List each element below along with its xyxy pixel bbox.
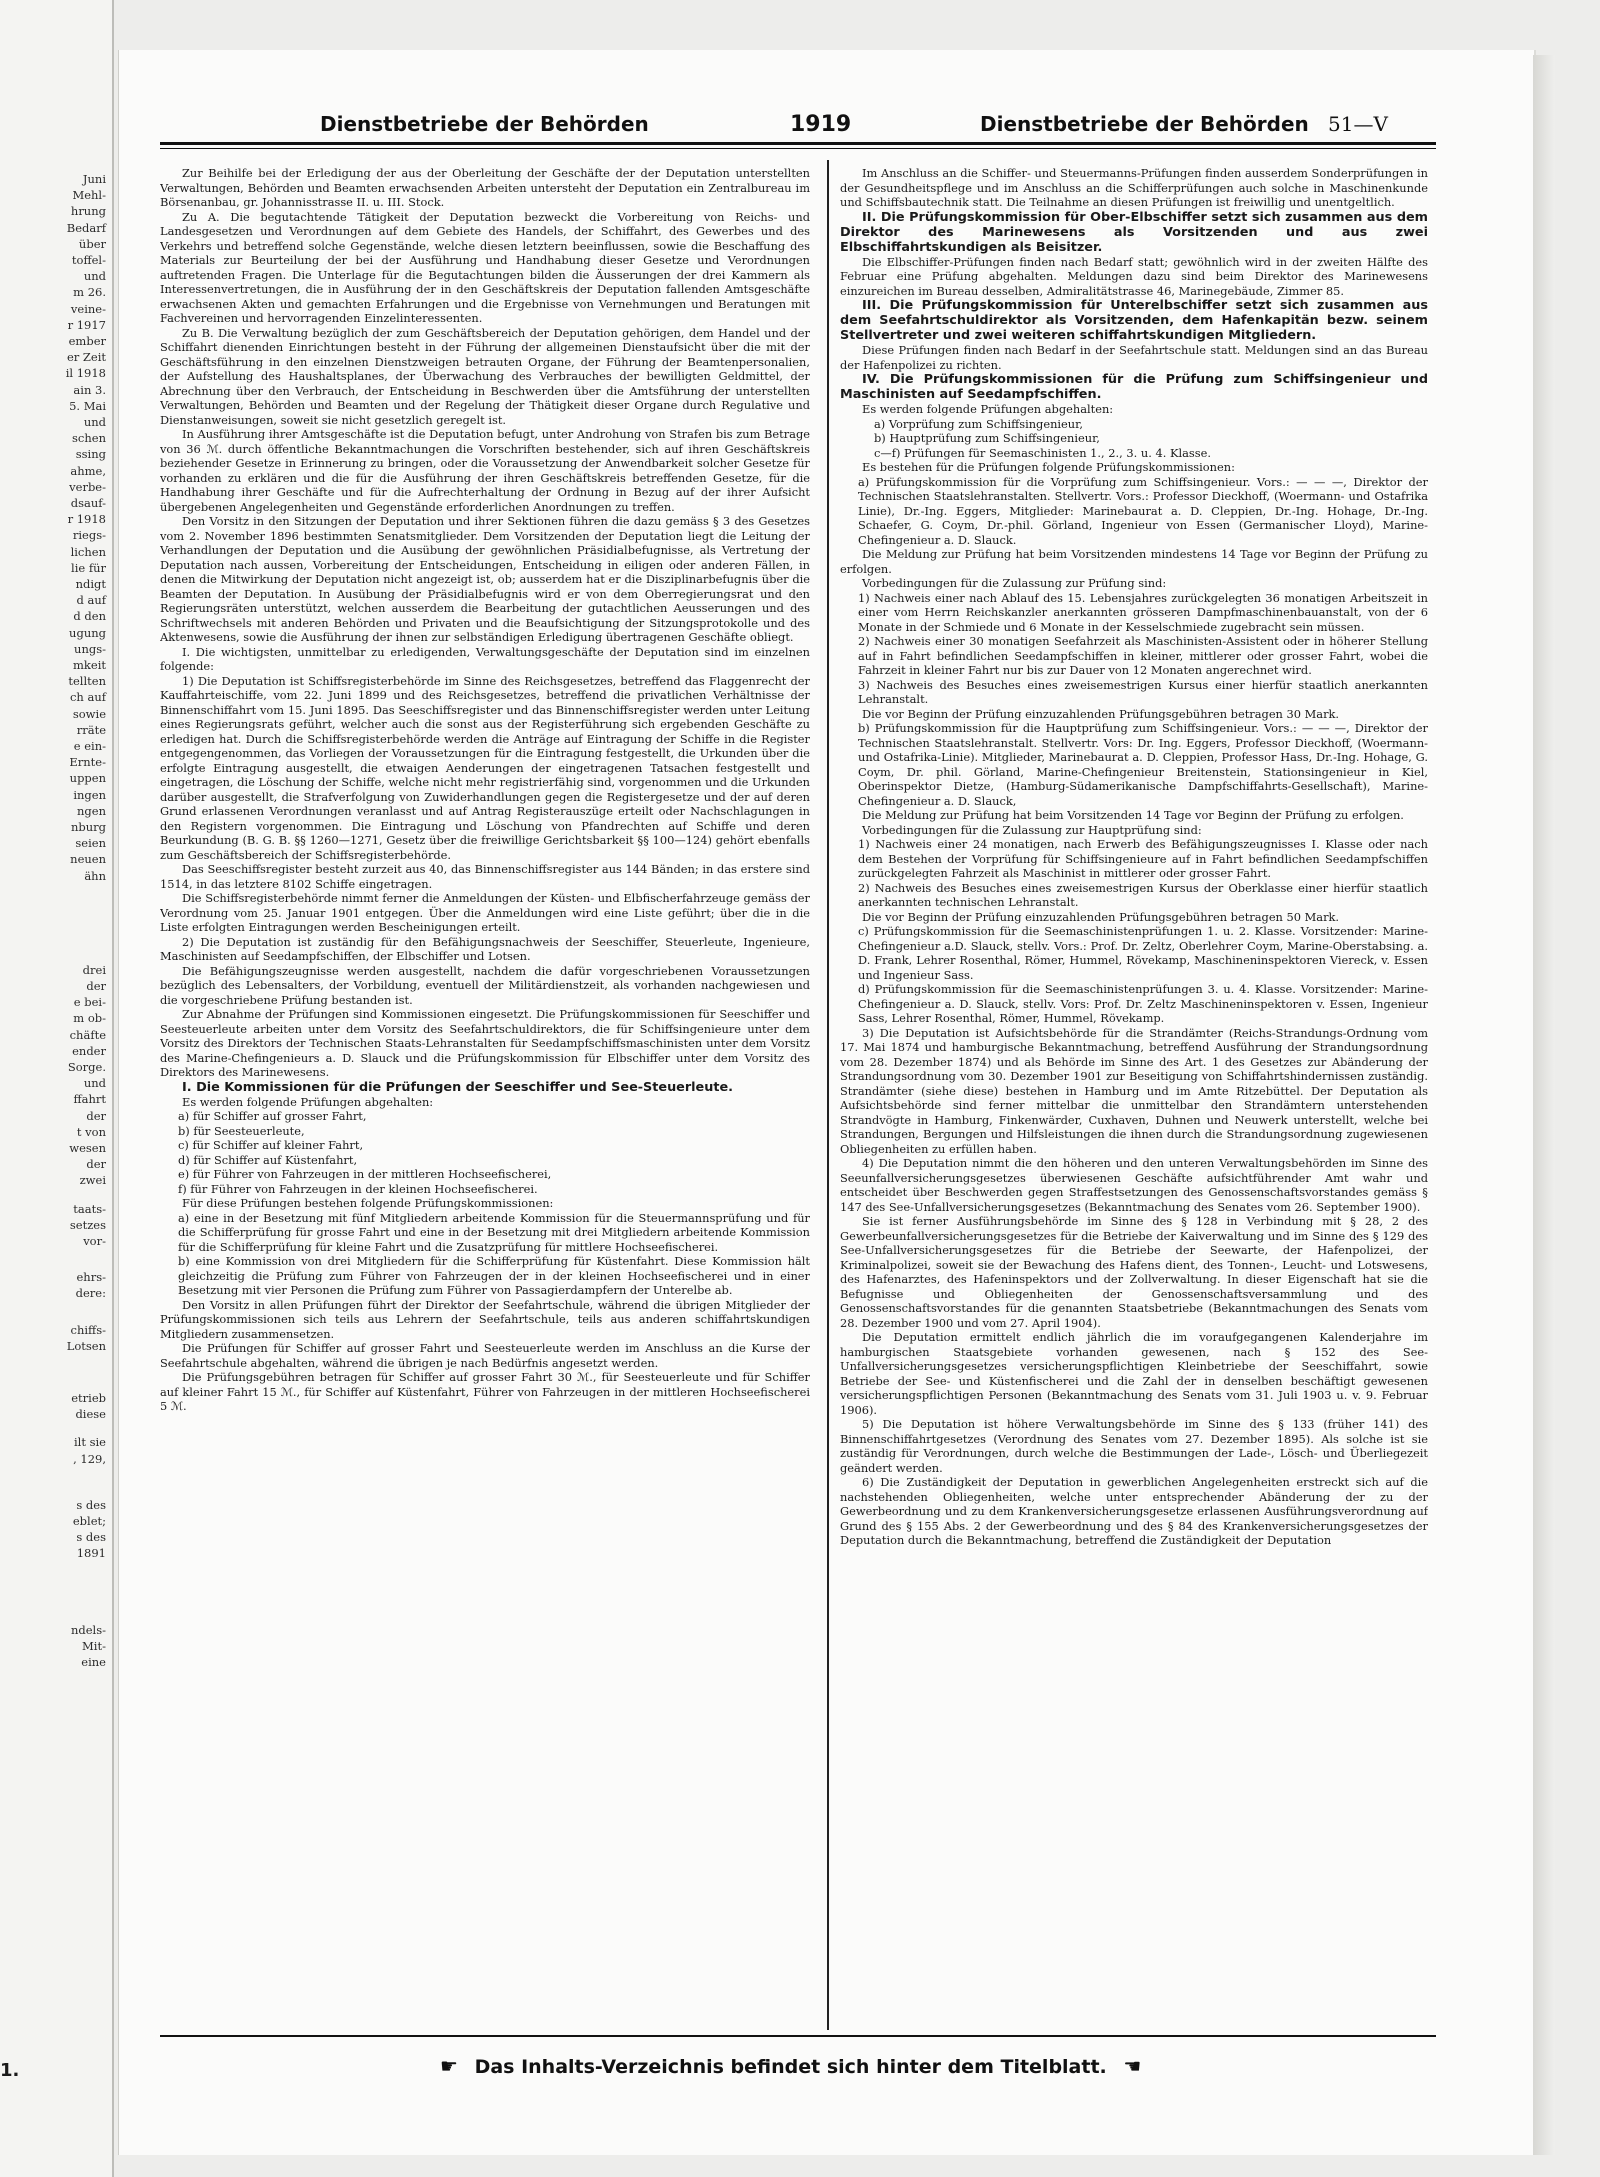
prev-page-line: rräte bbox=[76, 722, 106, 737]
prev-page-line: toffel- bbox=[71, 253, 106, 267]
paragraph: b) Prüfungskommission für die Hauptprüfung zum Schiffsingenieur. Vors.: — — —, Direktor der Technischen Staatslehranstalt. Stellvertr. Vors: Dr. Ing. Eggers, Professor Dieckhoff, (Woermann- und Ostafrika-Linie). Mitglieder, Marinebaurat a. D. Cleppien, Professor Hass, Dr.-Ing. Hohage, G. Coym, Dr. phil. Görland, Marine-Chefingenieur Breitenstein, Stationsingenieur in Kiel, Oberinspektor Dietze, (Hamburg-Südamerikanische Dampfschiffahrts-Gesellschaft), Marine-Chefingenieur a. D. Slauck, bbox=[858, 721, 1428, 808]
paragraph: Die Prüfungsgebühren betragen für Schiffer auf grosser Fahrt 30 ℳ., für Seesteuerleute und für Schiffer auf kleiner Fahrt 15 ℳ., für Schiffer auf Küstenfahrt, Führer von Fahrzeugen in der mittleren Hochseefischerei 5 ℳ. bbox=[160, 1370, 810, 1413]
prev-page-line: über bbox=[78, 236, 106, 251]
paragraph: 2) Nachweis des Besuches eines zweisemestrigen Kursus der Oberklasse einer hierfür staatlich anerkannten technischen Lehranstalt. bbox=[858, 880, 1428, 909]
paragraph: c) für Schiffer auf kleiner Fahrt, bbox=[178, 1138, 364, 1152]
prev-page-line: ingen bbox=[73, 787, 106, 802]
prev-page-line: ender bbox=[72, 1043, 106, 1058]
section-heading: II. Die Prüfungskommission für Ober-Elbschiffer setzt sich zusammen aus dem Direktor des Marinewesens als Vorsitzenden und aus zwei Elbschiffahrtskundigen als Beisitzer. bbox=[840, 209, 1428, 255]
previous-page-fragment bbox=[0, 0, 114, 2177]
prev-page-line: seien bbox=[75, 836, 106, 851]
paragraph: Die Schiffsregisterbehörde nimmt ferner die Anmeldungen der Küsten- und Elbfischerfahrzeuge gemäss der Verordnung vom 25. Januar 1901 entgegen. Über die Anmeldungen wird eine Liste geführt; über die in die Liste erfolgten Eintragungen werden Bescheinigungen erteilt. bbox=[160, 891, 810, 934]
header-year: 1919 bbox=[790, 112, 852, 137]
prev-page-line: Sorge. bbox=[67, 1060, 106, 1074]
page-edge bbox=[1533, 55, 1555, 2155]
paragraph: Vorbedingungen für die Zulassung zur Prüfung sind: bbox=[862, 576, 1167, 590]
prev-page-line: der bbox=[86, 979, 106, 993]
prev-page-line: e ein- bbox=[73, 739, 106, 753]
prev-page-line: d den bbox=[73, 609, 106, 624]
paragraph: 1) Die Deputation ist Schiffsregisterbehörde im Sinne des Reichsgesetzes, betreffend das Flaggenrecht der Kauffahrteischiffe, vom 22. Juni 1899 und des Reichsgesetzes, betreffend die privatlichen Verhältnisse der Binnenschiffahrt vom 15. Juni 1895. Das Seeschiffsregister und das Binnenschiffsregister werden unter Leitung eines Regierungsrats geführt, welcher auch die sonst aus der Registerführung sich ergebenden Geschäfte zu erledigen hat. Durch die Schiffsregisterbehörde werden die Anträge auf Eintragung der Schiffe in die Register entgegengenommen, das Vorliegen der Voraussetzungen für die Eintragung festgestellt, die Urkunden über die erfolgte Eintragung ausgestellt, die etwaigen Aenderungen der eingetragenen Tatsachen festgestellt und eingetragen, die Löschung der Schiffe, welche nicht mehr registrierfähig sind, vorgenommen und die Urkunden darüber ausgestellt, die Strafverfolgung von Zuwiderhandlungen gegen die Registergesetze und der auf deren Grund erlassenen Verordnungen veranlasst und auf Antrag Registerauszüge erteilt oder Nachschlagungen in den Registern vorgenommen. Die Eintragung und Löschung von Pfandrechten auf Schiffe und deren Beurkundung (B. G. B. §§ 1260—1271, Gesetz über die freiwillige Gerichtsbarkeit §§ 100—124) gehört ebenfalls zum Geschäftsbereich der Schiffsregisterbehörde. bbox=[160, 673, 810, 862]
paragraph: 4) Die Deputation nimmt die den höheren und den unteren Verwaltungsbehörden im Sinne des Seeunfallversicherungsgesetzes überwiesenen Geschäfte aufsichtführender Amt wahr und entscheidet über Beschwerden gegen Straffestsetzungen des Genossenschaftsvorstandes gemäss § 147 des See-Unfallversicherungsgesetzes (Bekanntmachung des Senates vom 26. September 1900). bbox=[840, 1156, 1428, 1214]
prev-page-line: e bei- bbox=[73, 995, 106, 1010]
paragraph: 5) Die Deputation ist höhere Verwaltungsbehörde im Sinne des § 133 (früher 141) des Binnenschiffahrtgesetzes (Verordnung des Senates vom 27. Dezember 1895). Als solche ist sie zuständig für Verordnungen, durch welche die Bestimmungen der Lade-, Lösch- und Überliegezeit geändert werden. bbox=[840, 1417, 1428, 1475]
prev-page-line: hrung bbox=[70, 204, 106, 219]
prev-page-line: verbe- bbox=[69, 479, 106, 494]
prev-page-line: il 1918 bbox=[65, 366, 106, 381]
pointing-hand-right-icon: ☛ bbox=[440, 2054, 458, 2078]
paragraph: Den Vorsitz in allen Prüfungen führt der Direktor der Seefahrtschule, während die übrigen Mitglieder der Prüfungskommissionen sich teils aus Lehrern der Seefahrtschule, teils aus anderen schiffahrtskundigen Mitgliedern zusammensetzen. bbox=[160, 1297, 810, 1341]
prev-page-line: Mit- bbox=[82, 1638, 106, 1653]
prev-page-line: uppen bbox=[69, 771, 106, 786]
prev-page-line: ain 3. bbox=[73, 382, 106, 397]
prev-page-line: sowie bbox=[72, 706, 106, 721]
paragraph: b) eine Kommission von drei Mitgliedern für die Schifferprüfung für Küstenfahrt. Diese Kommission hält gleichzeitig die Prüfung zum Führer von Fahrzeugen der in der kleinen Hochseefischerei und in einer Besetzung mit vier Personen die Prüfung zum Führer von Passagierdampfern der Unterelbe ab. bbox=[178, 1254, 810, 1297]
section-heading: IV. Die Prüfungskommissionen für die Prüfung zum Schiffsingenieur und Maschinisten auf Seedampfschiffen. bbox=[840, 372, 1428, 402]
paragraph: Es werden folgende Prüfungen abgehalten: bbox=[182, 1094, 434, 1109]
pointing-hand-left-icon: ☚ bbox=[1123, 2054, 1142, 2078]
prev-page-line: und bbox=[83, 1076, 106, 1091]
prev-page-line: mkeit bbox=[73, 658, 106, 672]
paragraph: Die Deputation ermittelt endlich jährlich die im voraufgegangenen Kalenderjahre im hamburgischen Staatsgebiete vorhanden gewesenen, nach § 152 des See-Unfallversicherungsgesetzes versicherungspflichtigen Kleinbetriebe der Seeschiffahrt, sowie Betriebe der See- und Küstenfischerei und die Zahl der in denselben beschäftigt gewesenen versicherungspflichtigen Personen (Bekanntmachung des Senats vom 31. Juli 1903 u. v. 9. Februar 1906). bbox=[840, 1330, 1428, 1417]
section-heading: I. Die Kommissionen für die Prüfungen der Seeschiffer und See-Steuerleute. bbox=[182, 1079, 734, 1095]
paragraph: a) Vorprüfung zum Schiffsingenieur, bbox=[874, 416, 1083, 431]
prev-page-line: 1891 bbox=[76, 1546, 106, 1561]
prev-page-line: r 1917 bbox=[67, 317, 106, 332]
left-column bbox=[160, 166, 810, 2026]
prev-page-line: s des bbox=[76, 1530, 106, 1545]
prev-page-line: dere: bbox=[75, 1286, 106, 1301]
paragraph: Zur Abnahme der Prüfungen sind Kommissionen eingesetzt. Die Prüfungskommissionen für Seeschiffer und Seesteuerleute arbeiten unter dem Vorsitz des Seefahrtschuldirektors, die für Schiffsingenieure unter dem Vorsitz des Direktors der Technischen Staats-Lehranstalten für Seedampfschiffsmaschinisten unter dem Vorsitz des Marine-Chefingenieurs a. D. Slauck und die Prüfungskommission für Elbschiffer unter dem Vorsitz des Direktors des Marinewesens. bbox=[160, 1007, 810, 1079]
prev-page-line: er Zeit bbox=[66, 350, 106, 365]
prev-page-line: diese bbox=[75, 1407, 106, 1422]
paragraph: Es bestehen für die Prüfungen folgende Prüfungskommissionen: bbox=[862, 460, 1235, 474]
paragraph: Vorbedingungen für die Zulassung zur Hauptprüfung sind: bbox=[862, 822, 1202, 837]
prev-page-line: s des bbox=[76, 1497, 106, 1512]
prev-page-line: neuen bbox=[70, 852, 106, 867]
paragraph: f) für Führer von Fahrzeugen in der kleinen Hochseefischerei. bbox=[178, 1181, 538, 1196]
paragraph: a) eine in der Besetzung mit fünf Mitgliedern arbeitende Kommission für die Steuermannsprüfung und für die Schifferprüfung für grosse Fahrt und eine in der Besetzung mit drei Mitgliedern arbeitende Kommission für die Schifferprüfung für kleine Fahrt und die Zusatzprüfung für mittlere Hochseefischerei. bbox=[178, 1210, 810, 1254]
paragraph: Die Meldung zur Prüfung hat beim Vorsitzenden 14 Tage vor Beginn der Prüfung zu erfolgen. bbox=[862, 808, 1404, 822]
prev-page-line: eine bbox=[81, 1655, 106, 1669]
paragraph: Den Vorsitz in den Sitzungen der Deputation und ihrer Sektionen führen die dazu gemäss § 3 des Gesetzes vom 2. November 1896 bestimmten Senatsmitglieder. Dem Vorsitzenden der Deputation liegt die Leitung der Verhandlungen der Deputation und die Ausübung der gewöhnlichen Präsidialbefugnisse, als Vertretung der Deputation nach aussen, Vorbereitung der Entscheidungen, Entscheidung in eiligen oder anderen Fällen, in denen die Mitwirkung der Deputation nicht angezeigt ist, ob; ausserdem hat er die Disziplinarbefugnis über die Beamten der Deputation. In Ausübung der Präsidialbefugnis wird er von dem Oberregierungsrat und den Regierungsräten unterstützt, welchen ausserdem die Bearbeitung der gutachtlichen Aeusserungen und des Schriftwechsels mit anderen Behörden und Privaten und die Beaufsichtigung der Sitzungsprotokolle und des Aktenwesens, sowie die Ausführung der ihnen zur selbständigen Erledigung übertragenen Geschäfte obliegt. bbox=[160, 514, 810, 644]
prev-page-line: taats- bbox=[73, 1201, 106, 1216]
paragraph: e) für Führer von Fahrzeugen in der mittleren Hochseefischerei, bbox=[178, 1167, 552, 1181]
prev-page-line: wesen bbox=[69, 1141, 106, 1155]
paragraph: Das Seeschiffsregister besteht zurzeit aus 40, das Binnenschiffsregister aus 144 Bänden; in das erstere sind 1514, in das letztere 8102 Schiffe eingetragen. bbox=[160, 862, 810, 891]
prev-page-line: ngen bbox=[77, 803, 106, 818]
prev-page-line: der bbox=[86, 1108, 106, 1123]
paragraph: I. Die wichtigsten, unmittelbar zu erledigenden, Verwaltungsgeschäfte der Deputation sind im einzelnen folgende: bbox=[160, 644, 810, 673]
header-rule-thin bbox=[160, 148, 1436, 149]
prev-page-line: Lotsen bbox=[66, 1338, 106, 1353]
prev-page-line: ffahrt bbox=[73, 1092, 106, 1107]
prev-page-line: Mehl- bbox=[72, 188, 106, 203]
prev-page-line: chiffs- bbox=[70, 1322, 106, 1337]
prev-page-line: ungs- bbox=[74, 641, 106, 656]
header-left-title: Dienstbetriebe der Behörden bbox=[320, 112, 649, 136]
column-divider bbox=[827, 160, 829, 2030]
prev-page-line: 5. Mai bbox=[69, 398, 106, 413]
prev-page-line: schen bbox=[72, 431, 106, 446]
paragraph: d) für Schiffer auf Küstenfahrt, bbox=[178, 1152, 358, 1167]
prev-page-line: drei bbox=[82, 962, 106, 977]
paragraph: 3) Die Deputation ist Aufsichtsbehörde für die Strandämter (Reichs-Strandungs-Ordnung vom 17. Mai 1874 und hamburgische Bekanntmachung, betreffend Ausführung der Strandungsordnung vom 28. Dezember 1874) und als Behörde im Sinne des Art. 1 des Gesetzes zur Abänderung der Strandungsordnung vom 30. Dezember 1901 zur Beseitigung von Schiffahrtshindernissen zuständig. Strandämter (siehe diese) bestehen in Hamburg und im Amte Ritzebüttel. Der Deputation als Aufsichtsbehörde sind ferner mittelbar die unmittelbar den Strandämtern unterstehenden Strandvögte in Hamburg, Finkenwärder, Cuxhaven, Duhnen und Neuwerk unterstellt, welche bei Strandungen, Bergungen und Hilfsleistungen die ihnen durch die Strandungsordnung zugewiesenen Obliegenheiten zu erfüllen haben. bbox=[840, 1025, 1428, 1156]
right-column bbox=[840, 166, 1428, 2031]
prev-page-line: d auf bbox=[76, 593, 106, 608]
page-number: 51—V bbox=[1328, 112, 1388, 136]
paragraph: 3) Nachweis des Besuches eines zweisemestrigen Kursus einer hierfür staatlich anerkannten Lehranstalt. bbox=[858, 677, 1428, 706]
paragraph: In Ausführung ihrer Amtsgeschäfte ist die Deputation befugt, unter Androhung von Strafen bis zum Betrage von 36 ℳ. durch öffentliche Bekanntmachungen die Vorschriften bestehender, sich auf ihren Geschäftskreis beziehender Gesetze in Erinnerung zu bringen, oder die Voraussetzung der Anwendbarkeit solcher Gesetze für vorhanden zu erklären und die für die Ausführung der ihren Geschäftskreis betreffenden Gesetze, für die Handhabung ihrer Geschäfte und für die Aufrechterhaltung der Ordnung in Bezug auf der ihrer Aufsicht übergebenen Angelegenheiten und Gegenstände erforderlichen Anordnungen zu treffen. bbox=[160, 427, 810, 514]
paragraph: c) Prüfungskommission für die Seemaschinistenprüfungen 1. u. 2. Klasse. Vorsitzender: Marine-Chefingenieur a.D. Slauck, stellv. Vors.: Prof. Dr. Zeltz, Oberlehrer Coym, Marine-Oberstabsing. a. D. Frank, Lehrer Rosenthal, Römer, Hummel, Rövekamp, Maschineninspektoren Viereck, v. Essen und Ingenieur Sass. bbox=[858, 924, 1428, 982]
prev-page-line: veine- bbox=[70, 301, 106, 316]
running-header bbox=[200, 112, 1435, 156]
prev-page-line: m 26. bbox=[73, 285, 106, 300]
prev-page-line: ahme, bbox=[70, 463, 106, 478]
prev-page-line: ember bbox=[68, 334, 106, 348]
paragraph: Zu B. Die Verwaltung bezüglich der zum Geschäftsbereich der Deputation gehörigen, dem Handel und der Schiffahrt dienenden Einrichtungen besteht in der Führung der allgemeinen Dienstaufsicht über die mit der Geschäftsführung in den einzelnen Dienstzweigen betrauten Organe, der Führung der Beamtenpersonalien, der Aufstellung des Haushaltsplanes, der Überwachung des Verbrauches der bewilligten Geldmittel, der Abrechnung über den Verbrauch, der Entscheidung in Beschwerden über die Amtsführung der unterstellten Verwaltungen, Behörden und Beamten und der Regelung der Thätigkeit dieser Organe durch Regulative und Dienstanweisungen, soweit sie nicht gesetzlich geregelt ist. bbox=[160, 325, 810, 427]
paragraph: 6) Die Zuständigkeit der Deputation in gewerblichen Angelegenheiten erstreckt sich auf die nachstehenden Obliegenheiten, welche unter entsprechender Abänderung der zu der Gewerbeordnung und zu dem Krankenversicherungsgesetze erlassenen Ausführungsverordnung auf Grund des § 155 Abs. 2 der Gewerbeordnung und des § 84 des Krankenversicherungsgesetzes der Deputation durch die Bekanntmachung, betreffend die Zuständigkeit der Deputation bbox=[840, 1475, 1428, 1547]
prev-page-line: ndels- bbox=[70, 1622, 106, 1637]
prev-page-line: r 1918 bbox=[67, 512, 106, 527]
prev-page-line: chäfte bbox=[69, 1027, 106, 1042]
paragraph: 1) Nachweis einer 24 monatigen, nach Erwerb des Befähigungszeugnisses I. Klasse oder nach dem Bestehen der Vorprüfung für Schiffsingenieure auf in Fahrt befindlichen Seedampfschiffen zurückgelegten Fahrzeit als Maschinist in mittlerer oder grosser Fahrt. bbox=[858, 837, 1428, 880]
header-rule bbox=[160, 142, 1436, 145]
prev-page-line: und bbox=[83, 269, 106, 284]
paragraph: Die Befähigungszeugnisse werden ausgestellt, nachdem die dafür vorgeschriebenen Voraussetzungen bezüglich des Lebensalters, der Vorbildung, eventuell der Militärdienstzeit, als vorhanden nachgewiesen und die vorgeschriebene Prüfung bestanden ist. bbox=[160, 963, 810, 1007]
footer-rule bbox=[160, 2035, 1436, 2037]
prev-page-line: dsauf- bbox=[70, 496, 106, 510]
prev-page-line: ch auf bbox=[69, 690, 106, 705]
paragraph: b) für Seesteuerleute, bbox=[178, 1123, 305, 1138]
prev-page-line: Juni bbox=[82, 172, 106, 186]
paragraph: Die vor Beginn der Prüfung einzuzahlenden Prüfungsgebühren betragen 50 Mark. bbox=[862, 909, 1340, 924]
prev-page-line: Bedarf bbox=[66, 220, 106, 235]
section-heading: III. Die Prüfungskommission für Unterelbschiffer setzt sich zusammen aus dem Seefahrtschuldirektor als Vorsitzenden, dem Hafenkapitän bezw. seinem Stellvertreter und zwei weiteren schiffahrtskundigen Mitgliedern. bbox=[840, 298, 1428, 343]
prev-page-line: setzes bbox=[69, 1217, 106, 1232]
prev-page-line: eblet; bbox=[72, 1514, 106, 1528]
prev-page-line: und bbox=[83, 415, 106, 429]
prev-page-line: nburg bbox=[70, 820, 106, 834]
prev-page-line: ugung bbox=[69, 625, 106, 640]
prev-page-line: etrieb bbox=[71, 1391, 106, 1405]
paragraph: Die Elbschiffer-Prüfungen finden nach Bedarf statt; gewöhnlich wird in der zweiten Hälfte des Februar eine Prüfung abgehalten. Meldungen dazu sind beim Direktor des Marinewesens einzureichen im Bureau desselben, Admiralitätstrasse 46, Marinegebäude, Zimmer 85. bbox=[840, 254, 1428, 298]
paragraph: a) Prüfungskommission für die Vorprüfung zum Schiffsingenieur. Vors.: — — —, Direktor der Technischen Staatslehranstalten. Stellvertr. Vors.: Professor Dieckhoff, (Woermann- und Ostafrika Linie), Dr.-Ing. Eggers, Mitglieder: Marinebaurat a. D. Cleppien, Dr.-Ing. Hohage, Dr.-Ing. Schaefer, G. Coym, Dr.-phil. Görland, Ingenieur von Essen (Germanischer Lloyd), Marine-Chefingenieur a. D. Slauck. bbox=[858, 474, 1428, 547]
prev-page-line: lichen bbox=[70, 544, 106, 559]
prev-page-line: lie für bbox=[71, 560, 106, 575]
paragraph: Diese Prüfungen finden nach Bedarf in der Seefahrtschule statt. Meldungen sind an das Bureau der Hafenpolizei zu richten. bbox=[840, 343, 1428, 372]
prev-page-line: Ernte- bbox=[69, 755, 106, 770]
footer-note bbox=[430, 2054, 1330, 2084]
paragraph: Für diese Prüfungen bestehen folgende Prüfungskommissionen: bbox=[182, 1196, 554, 1210]
prev-page-line: tellten bbox=[68, 674, 106, 689]
paragraph: b) Hauptprüfung zum Schiffsingenieur, bbox=[874, 431, 1100, 445]
paragraph: a) für Schiffer auf grosser Fahrt, bbox=[178, 1109, 367, 1123]
prev-page-line: ndigt bbox=[75, 577, 106, 591]
prev-page-line: ssing bbox=[75, 447, 106, 462]
paragraph: c—f) Prüfungen für Seemaschinisten 1., 2., 3. u. 4. Klasse. bbox=[874, 445, 1211, 460]
prev-page-line: m ob- bbox=[73, 1011, 106, 1026]
paragraph: Die Meldung zur Prüfung hat beim Vorsitzenden mindestens 14 Tage vor Beginn der Prüfung zu erfolgen. bbox=[840, 547, 1428, 576]
paragraph: Zu A. Die begutachtende Tätigkeit der Deputation bezweckt die Vorbereitung von Reichs- und Landesgesetzen und Verordnungen auf dem Gebiete des Handels, der Schiffahrt, des Gewerbes und des Verkehrs und betreffend solche Gegenstände, welche diesen letztern beeinflussen, sowie die Beschaffung des Materials zur Beurteilung der bei der Ausführung und Handhabung dieser Gesetze und Verordnungen auftretenden Fragen. Die Unterlage für die Begutachtungen bilden die Äusserungen der drei Kammern als Interessenvertretungen, die in Ausführung der in den Geschäftskreis der Deputation fallenden Amtsgeschäfte erwachsenen Akten und gemachten Erfahrungen und die Ergebnisse von Vernehmungen und Beratungen mit Fachvereinen und hervorragenden Einzelinteressenten. bbox=[160, 209, 810, 325]
prev-page-line: riegs- bbox=[72, 528, 106, 543]
paragraph: Die Prüfungen für Schiffer auf grosser Fahrt und Seesteuerleute werden im Anschluss an die Kurse der Seefahrtschule abgehalten, während die übrigen je nach Bedürfnis angesetzt werden. bbox=[160, 1341, 810, 1370]
prev-page-line: vor- bbox=[83, 1234, 106, 1248]
prev-page-line: ilt sie bbox=[73, 1435, 106, 1450]
paragraph: d) Prüfungskommission für die Seemaschinistenprüfungen 3. u. 4. Klasse. Vorsitzender: Marine-Chefingenieur a. D. Slauck, stellv. Vors: Prof. Dr. Zeltz Maschineninspektoren v. Essen, Ingenieur Sass, Lehrer Rosenthal, Römer, Hummel, Rövekamp. bbox=[858, 982, 1428, 1025]
paragraph: 2) Nachweis einer 30 monatigen Seefahrzeit als Maschinisten-Assistent oder in höherer Stellung auf in Fahrt befindlichen Seedampfschiffen in kleiner, mittlerer oder grosser Fahrt, wobei die Fahrzeit in kleiner Fahrt nur bis zur Dauer von 12 Monaten angerechnet wird. bbox=[858, 634, 1428, 677]
paragraph: Zur Beihilfe bei der Erledigung der aus der Oberleitung der Geschäfte der der Deputation unterstellten Verwaltungen, Behörden und Beamten erwachsenden Arbeiten untersteht der Deputation ein Zentralbureau im Börsenanbau, gr. Johannisstrasse II. u. III. Stock. bbox=[160, 166, 810, 209]
prev-page-line: t von bbox=[76, 1124, 106, 1139]
paragraph: Im Anschluss an die Schiffer- und Steuermanns-Prüfungen finden ausserdem Sonderprüfungen in der Gesundheitspflege und im Anschluss an die Schifferprüfungen auch solche in Maschinenkunde und Schiffsbautechnik statt. Die Teilnahme an diesen Prüfungen ist freiwillig und unentgeltlich. bbox=[840, 166, 1428, 209]
prev-page-line: ehrs- bbox=[76, 1270, 106, 1285]
paragraph: Sie ist ferner Ausführungsbehörde im Sinne des § 128 in Verbindung mit § 28, 2 des Gewerbeunfallversicherungsgesetzes für die Betriebe der Kaiverwaltung und im Sinne des § 129 des See-Unfallversicherungsgesetzes für die Betriebe der Seewarte, der Hafenpolizei, der Kriminalpolizei, soweit sie der Bewachung des Hafens dient, des Tonnen-, Leucht- und Lotswesens, des Hafenarztes, des Hafeninspektors und der Zollverwaltung. In dieser Eigenschaft hat sie die Befugnisse und Obliegenheiten der Genossenschaftsversammlung und des Genossenschaftsvorstandes für die genannten Staatsbetriebe (Bekanntmachungen des Senats vom 28. Dezember 1900 und vom 27. April 1904). bbox=[840, 1214, 1428, 1330]
paragraph: 1) Nachweis einer nach Ablauf des 15. Lebensjahres zurückgelegten 36 monatigen Arbeitszeit in einer vom Herrn Reichskanzler anerkannten grösseren Dampfmaschinenbauanstalt, von der 6 Monate in der Schmiede und 6 Monate in der Kesselschmiede zugebracht sein müssen. bbox=[858, 590, 1428, 634]
header-right-title: Dienstbetriebe der Behörden bbox=[980, 112, 1309, 136]
prev-page-line: zwei bbox=[79, 1173, 106, 1188]
paragraph: Die vor Beginn der Prüfung einzuzahlenden Prüfungsgebühren betragen 30 Mark. bbox=[862, 706, 1340, 721]
paragraph: 2) Die Deputation ist zuständig für den Befähigungsnachweis der Seeschiffer, Steuerleute, Ingenieure, Maschinisten auf Seedampfschiffen, der Elbschiffer und Lotsen. bbox=[160, 934, 810, 963]
prev-page-line: ähn bbox=[84, 868, 106, 883]
prev-page-line: , 129, bbox=[73, 1451, 106, 1466]
footer-text: Das Inhalts-Verzeichnis befindet sich hinter dem Titelblatt. bbox=[474, 2056, 1107, 2078]
prev-page-line: der bbox=[86, 1157, 106, 1172]
margin-mark: 1. bbox=[0, 2060, 20, 2081]
paragraph: Es werden folgende Prüfungen abgehalten: bbox=[862, 402, 1114, 416]
